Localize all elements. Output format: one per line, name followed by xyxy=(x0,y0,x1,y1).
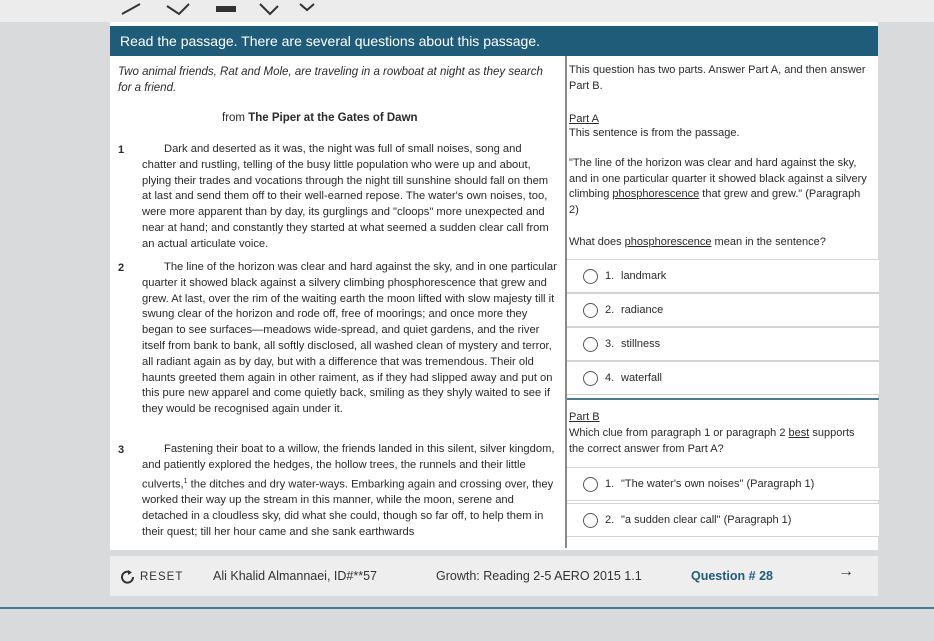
radio-button[interactable] xyxy=(583,371,598,386)
part-b-option-2[interactable] xyxy=(567,503,879,537)
part-a-quote xyxy=(569,156,869,218)
prompt-emphasis-word: best xyxy=(788,427,810,439)
part-b-option-1[interactable] xyxy=(567,467,879,501)
part-b-prompt xyxy=(569,426,869,457)
top-toolbar xyxy=(0,0,934,22)
paragraph-number: 3 xyxy=(118,444,125,456)
answer-eliminator-icon[interactable] xyxy=(165,2,191,16)
prompt-text-b: mean in the sentence? xyxy=(711,236,826,248)
zoom-icon[interactable] xyxy=(298,2,316,16)
radio-button[interactable] xyxy=(583,513,598,528)
part-a-lead: This sentence is from the passage. xyxy=(569,127,740,139)
option-text: "a sudden clear call" (Paragraph 1) xyxy=(621,514,792,526)
part-a-label: Part A xyxy=(569,113,599,125)
part-a-option-3[interactable] xyxy=(567,327,879,361)
paragraph-3-text-a: Fastening their boat to a willow, the friends landed in this silent, silver kingdom, and patiently explored the hedges, the hollow trees, the runnels and their little culverts, xyxy=(142,443,555,491)
source-title: The Piper at the Gates of Dawn xyxy=(248,112,418,124)
option-text: radiance xyxy=(621,304,664,316)
radio-button[interactable] xyxy=(583,269,598,284)
bottom-rule xyxy=(0,607,934,609)
reset-button[interactable] xyxy=(120,570,183,584)
next-button[interactable] xyxy=(820,558,872,588)
notepad-icon[interactable] xyxy=(258,2,280,16)
passage-source xyxy=(222,112,418,124)
option-number: 2. xyxy=(605,304,615,316)
option-number: 2. xyxy=(605,514,615,526)
paragraph-number: 2 xyxy=(118,262,125,274)
paragraph-3-text-b: the ditches and dry water-ways. Embarking again and crossing over, they worked their way up the stream in this manner, while the moon, serene and detached in a cloudless sky, did what she could, though so far off, to help them in their quest; till her hour came and she sank earthwards xyxy=(142,478,554,538)
passage-intro: Two animal friends, Rat and Mole, are traveling in a rowboat at night as they search for a friend. xyxy=(118,66,543,94)
radio-button[interactable] xyxy=(583,337,598,352)
student-name: Ali Khalid Almannaei, ID#**57 xyxy=(213,569,377,583)
option-number: 1. xyxy=(605,478,615,490)
reset-icon xyxy=(120,570,136,584)
paragraph-1: Dark and deserted as it was, the night was full of small noises, song and chatter and rustling, telling of the busy little population who were up and about, plying their trades and vocations through the night till sunshine should fall on them at last and send them off to their well-earned repose. The water's own noises, too, were more apparent than by day, its gurglings and "cloops" more unexpected and near at hand; and constantly they started at what seemed a sudden clear call from an actual articulate voice. xyxy=(142,143,549,250)
prompt-target-word: phosphorescence xyxy=(624,236,712,248)
source-prefix: from xyxy=(222,112,249,124)
option-number: 1. xyxy=(605,270,615,282)
arrow-right-icon: → xyxy=(838,563,854,580)
option-text: landmark xyxy=(621,270,667,282)
question-instructions: This question has two parts. Answer Part A, and then answer Part B. xyxy=(569,64,866,92)
highlighter-icon[interactable] xyxy=(120,2,144,16)
quote-text-a: "The line of the horizon was clear and hard against the sky, and in one particular quarter it showed black against a silvery climbing xyxy=(569,157,867,200)
prompt-text-a: Which clue from paragraph 1 or paragraph 2 xyxy=(569,427,789,439)
prompt-text-a: What does xyxy=(569,236,625,248)
question-number: Question # 28 xyxy=(691,569,773,583)
part-b-label: Part B xyxy=(569,411,600,423)
paragraph-2: The line of the horizon was clear and hard against the sky, and in one particular quarter it showed black against a silvery climbing phosphorescence that grew and grew. At last, over the rim of the waiting earth the moon lifted with slow majesty till it swung clear of the horizon and rode off, free of moorings; and once more they began to see surfaces—meadows wide-spread, and quiet gardens, and the river itself from bank to bank, all softly disclosed, all washed clean of mystery and terror, all radiant again as by day, but with a difference that was tremendous. Their old haunts greeted them again in other raiment, as if they had slipped away and put on this pure new apparel and come quietly back, smiling as they shyly waited to see if they would be recognised again under it. xyxy=(142,261,557,416)
part-divider xyxy=(567,398,879,400)
passage-header: Read the passage. There are several questions about this passage. xyxy=(110,26,878,56)
part-a-prompt xyxy=(569,235,869,251)
radio-button[interactable] xyxy=(583,303,598,318)
quote-target-word: phosphorescence xyxy=(612,188,700,200)
option-number: 4. xyxy=(605,372,615,384)
question-pane xyxy=(567,56,878,548)
part-a-option-4[interactable] xyxy=(567,361,879,395)
test-name: Growth: Reading 2-5 AERO 2015 1.1 xyxy=(436,569,642,583)
option-text: stillness xyxy=(621,338,661,350)
paragraph-number: 1 xyxy=(118,144,125,156)
option-number: 3. xyxy=(605,338,615,350)
reset-label: RESET xyxy=(140,571,184,583)
part-a-option-2[interactable] xyxy=(567,293,879,327)
prompt-text-b: supports the correct answer from Part A? xyxy=(569,427,855,455)
quote-text-b: that grew and grew." (Paragraph 2) xyxy=(569,188,861,216)
option-text: waterfall xyxy=(621,372,662,384)
option-text: "The water's own noises" (Paragraph 1) xyxy=(621,478,815,490)
paragraph-3 xyxy=(142,442,557,541)
footnote-marker[interactable]: 1 xyxy=(183,477,188,485)
part-a-option-1[interactable] xyxy=(567,259,879,293)
radio-button[interactable] xyxy=(583,477,598,492)
line-reader-icon[interactable] xyxy=(215,2,237,16)
passage-pane[interactable] xyxy=(110,56,567,548)
